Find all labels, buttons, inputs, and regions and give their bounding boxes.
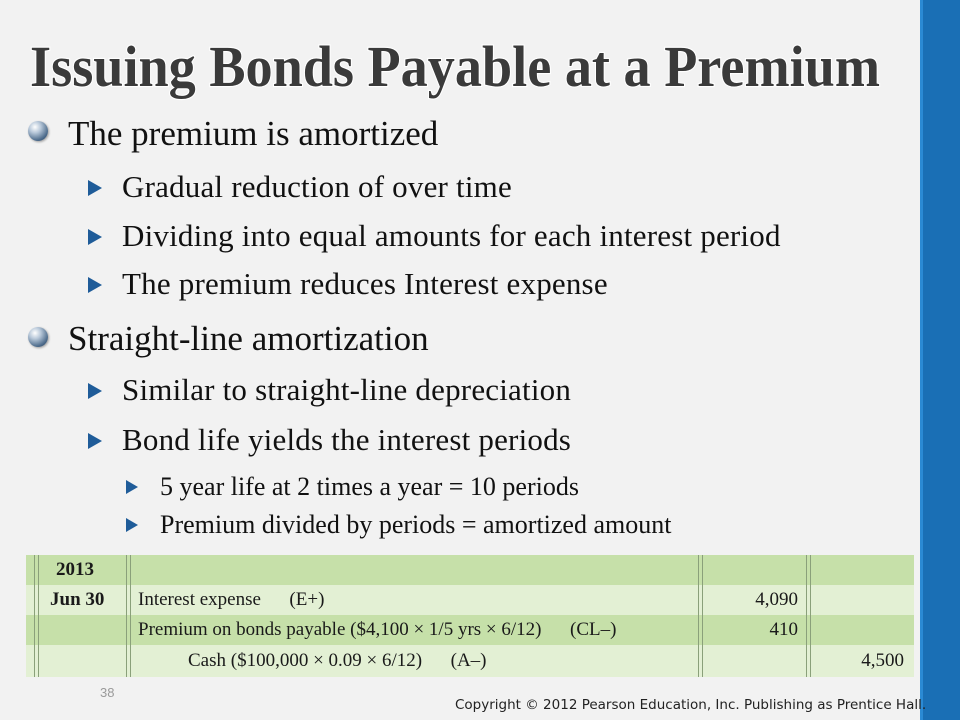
journal-date: Jun 30 — [50, 589, 105, 610]
column-divider — [38, 555, 39, 677]
journal-entry-table — [26, 555, 914, 677]
arrow-bullet-icon — [88, 229, 102, 245]
table-row — [26, 555, 914, 585]
sub-bullet: Bond life yields the interest periods — [122, 422, 572, 457]
column-divider — [126, 555, 127, 677]
arrow-bullet-icon — [126, 480, 138, 494]
column-divider — [806, 555, 807, 677]
sub-bullet: Gradual reduction of over time — [122, 169, 512, 204]
arrow-bullet-icon — [88, 277, 102, 293]
sub-bullet: Similar to straight-line depreciation — [122, 372, 572, 407]
sub-sub-bullet: 5 year life at 2 times a year = 10 periods — [160, 472, 579, 501]
page-number: 38 — [100, 685, 115, 700]
orb-bullet-icon — [28, 121, 48, 141]
debit-value: 410 — [769, 619, 798, 640]
arrow-bullet-icon — [88, 383, 102, 399]
arrow-bullet-icon — [88, 180, 102, 196]
column-divider — [34, 555, 35, 677]
arrow-bullet-icon — [88, 433, 102, 449]
column-divider — [810, 555, 811, 677]
account-name: Cash ($100,000 × 0.09 × 6/12) (A–) — [188, 650, 487, 671]
column-divider — [698, 555, 699, 677]
title-text: Issuing Bonds Payable at a Premium — [30, 34, 880, 99]
debit-value: 4,090 — [755, 589, 798, 610]
column-divider — [702, 555, 703, 677]
credit-value: 4,500 — [861, 650, 904, 671]
accent-bar-edge — [920, 0, 923, 720]
sub-bullet: Dividing into equal amounts for each interest period — [122, 218, 781, 253]
journal-year: 2013 — [56, 559, 94, 580]
orb-bullet-icon — [28, 327, 48, 347]
account-name: Premium on bonds payable ($4,100 × 1/5 yrs × 6/12) (CL–) — [138, 619, 617, 640]
account-name: Interest expense (E+) — [138, 589, 325, 610]
sub-bullet: The premium reduces Interest expense — [122, 266, 608, 301]
bullet-2: Straight-line amortization — [68, 319, 429, 358]
bullet-1: The premium is amortized — [68, 114, 439, 153]
sub-sub-bullet: Premium divided by periods = amortized amount — [160, 510, 672, 539]
arrow-bullet-icon — [126, 518, 138, 532]
right-accent-bar — [920, 0, 960, 720]
column-divider — [130, 555, 131, 677]
copyright-notice: Copyright © 2012 Pearson Education, Inc. Publishing as Prentice Hall. — [455, 697, 927, 713]
